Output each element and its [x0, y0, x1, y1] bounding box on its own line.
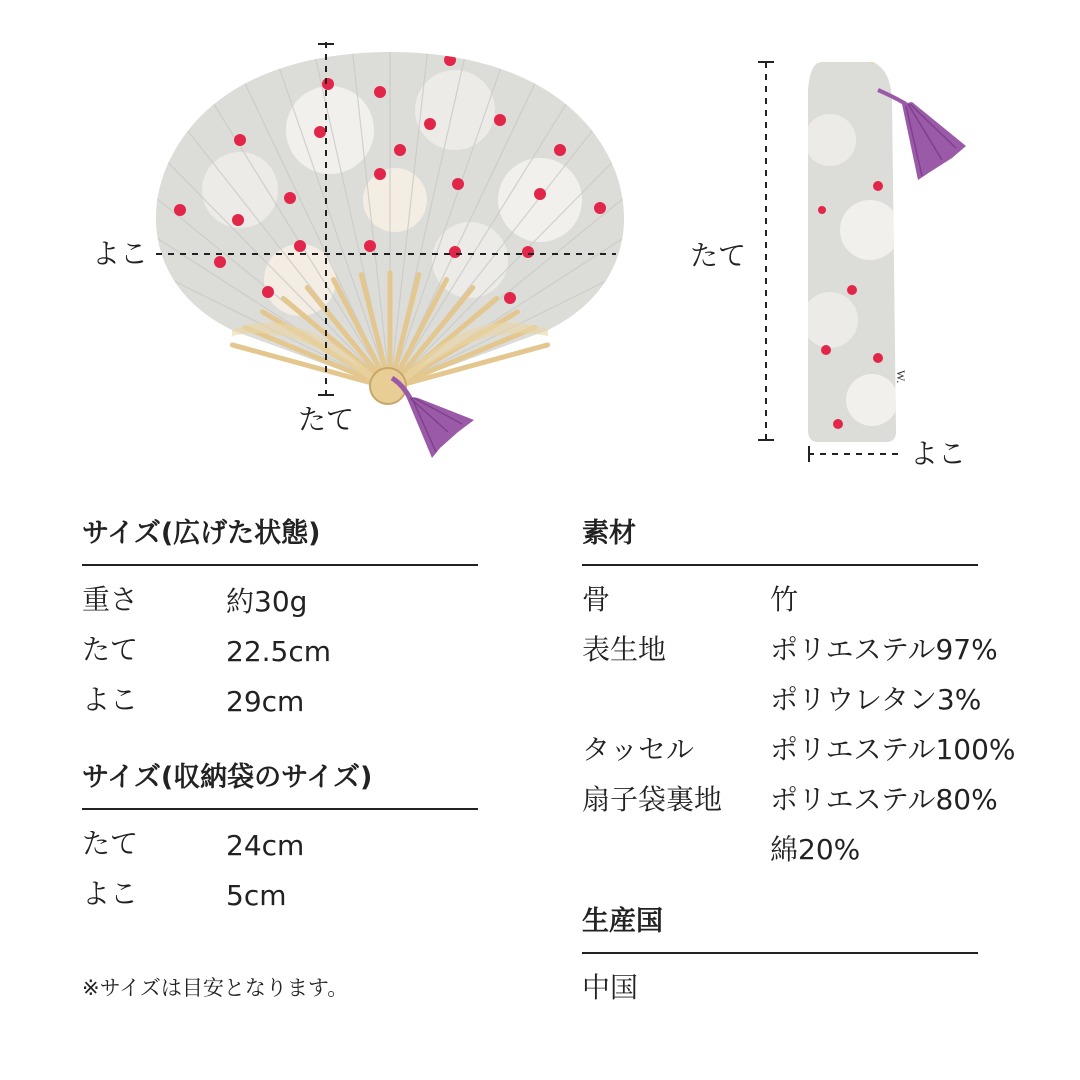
- fan-dot: [374, 86, 386, 98]
- fan-dot: [364, 240, 376, 252]
- fan-dot: [424, 118, 436, 130]
- size-open-key: よこ: [82, 683, 139, 716]
- fan-dot: [444, 54, 456, 66]
- fan-width-label: よこ: [92, 237, 149, 270]
- fan-dot: [174, 204, 186, 216]
- material-value: 綿20%: [770, 833, 861, 866]
- case-height-label: たて: [690, 239, 747, 272]
- material-key: 扇子袋裏地: [582, 783, 723, 816]
- fan-dot: [449, 246, 461, 258]
- size-open-value: 29cm: [226, 685, 305, 718]
- fan-dot: [594, 202, 606, 214]
- case-illustration: [802, 62, 966, 442]
- fan-dot: [214, 256, 226, 268]
- fan-dot: [294, 240, 306, 252]
- material-value: 竹: [770, 583, 799, 616]
- fan-dot: [284, 192, 296, 204]
- size-case-value: 5cm: [226, 879, 287, 912]
- fan-dot: [494, 114, 506, 126]
- size-case-title: サイズ(収納袋のサイズ): [82, 762, 373, 793]
- fan-dot: [504, 292, 516, 304]
- fan-tassel: [392, 378, 474, 458]
- fan-dot: [394, 144, 406, 156]
- material-key: 表生地: [582, 633, 667, 666]
- size-open-value: 22.5cm: [226, 635, 332, 668]
- fan-dot: [314, 126, 326, 138]
- case-width-label: よこ: [910, 437, 967, 470]
- size-open-rule: [82, 564, 478, 566]
- size-case-key: たて: [82, 827, 139, 860]
- origin-rule: [582, 952, 978, 954]
- fan-height-label: たて: [298, 403, 355, 436]
- fan-dot: [522, 246, 534, 258]
- fan-illustration: [14, 0, 766, 458]
- size-open-title: サイズ(広げた状態): [82, 518, 321, 549]
- fan-dot: [232, 214, 244, 226]
- origin-value: 中国: [582, 971, 639, 1004]
- size-note: ※サイズは目安となります。: [82, 976, 349, 1000]
- material-key: 骨: [582, 583, 611, 616]
- fan-dot: [452, 178, 464, 190]
- fan-dot: [374, 168, 386, 180]
- material-value: ポリエステル97%: [770, 633, 998, 666]
- fan-dot: [234, 134, 246, 146]
- fan-dot: [322, 78, 334, 90]
- size-open-value: 約30g: [226, 585, 308, 618]
- fan-dot: [554, 144, 566, 156]
- material-title: 素材: [582, 518, 636, 549]
- product-diagram: [0, 0, 1080, 480]
- material-key: タッセル: [582, 733, 695, 766]
- size-open-key: たて: [82, 633, 139, 666]
- fan-dot: [534, 188, 546, 200]
- material-value: ポリエステル100%: [770, 733, 1016, 766]
- material-value: ポリウレタン3%: [770, 683, 982, 716]
- material-rule: [582, 564, 978, 566]
- case-logo: W.: [894, 370, 908, 384]
- fan-dot: [262, 286, 274, 298]
- origin-title: 生産国: [582, 906, 663, 937]
- size-open-key: 重さ: [82, 583, 139, 616]
- material-value: ポリエステル80%: [770, 783, 998, 816]
- size-case-key: よこ: [82, 877, 139, 910]
- size-case-value: 24cm: [226, 829, 305, 862]
- size-case-rule: [82, 808, 478, 810]
